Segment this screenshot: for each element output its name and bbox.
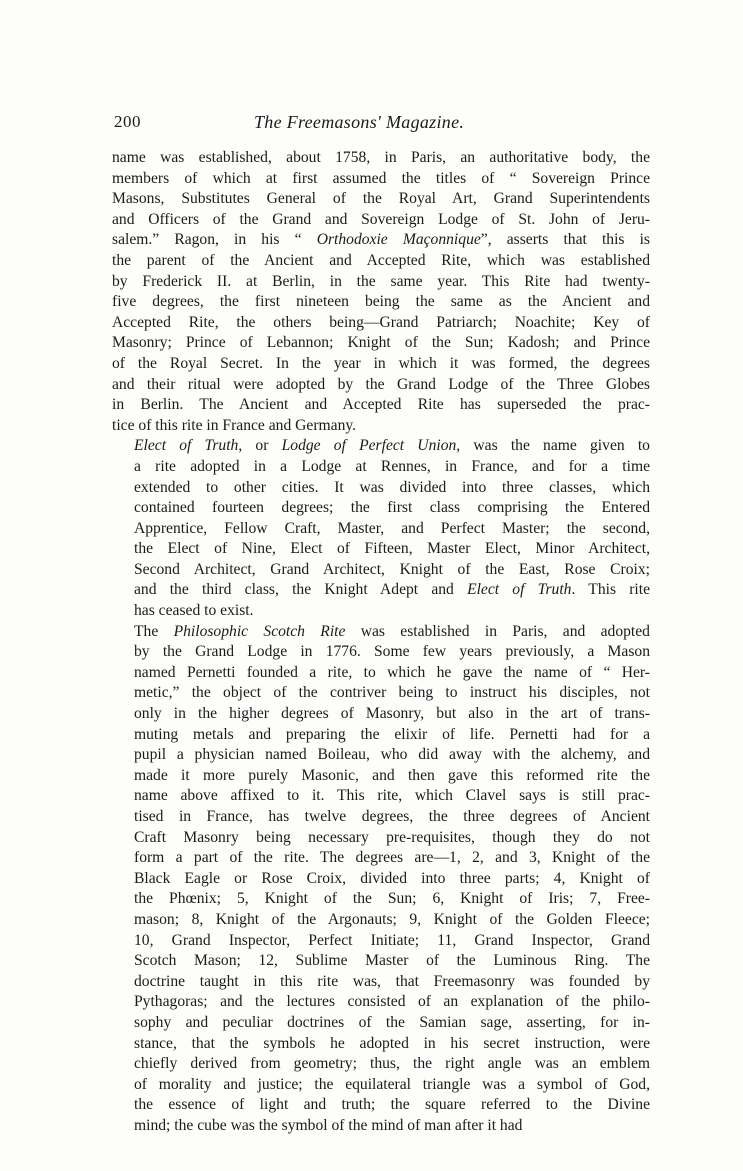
text-line: and their ritual were adopted by the Grand Lodge of the Three Globes: [112, 375, 650, 393]
text-line: tice of this rite in France and Germany.: [112, 416, 357, 434]
text-line: has ceased to exist.: [134, 602, 254, 620]
text-line: made it more purely Masonic, and then gave this reformed rite the: [134, 766, 650, 784]
page-number: 200: [114, 112, 141, 131]
text-line: metic,” the object of the contriver being to instruct his disciples, not: [134, 684, 650, 702]
text-line: Black Eagle or Rose Croix, divided into three parts; 4, Knight of: [134, 869, 650, 887]
text-line: Apprentice, Fellow Craft, Master, and Perfect Master; the second,: [134, 519, 650, 537]
text-line: doctrine taught in this rite was, that Freemasonry was founded by: [134, 972, 650, 990]
text-line: pupil a physician named Boileau, who did away with the alchemy, and: [134, 746, 650, 764]
text-line: mind; the cube was the symbol of the mind of man after it had: [134, 1116, 523, 1134]
journal-title: The Freemasons' Magazine.: [254, 112, 465, 132]
paragraph-ancient-rite: [112, 148, 650, 436]
text-line: name was established, about 1758, in Paris, an authoritative body, the: [112, 149, 650, 166]
text-line: extended to other cities. It was divided into three classes, which: [134, 478, 650, 496]
text-line: Masons, Substitutes General of the Royal Art, Grand Superintendents: [112, 190, 650, 208]
text-line: of morality and justice; the equilateral triangle was a symbol of God,: [134, 1075, 650, 1093]
text-line: Second Architect, Grand Architect, Knight of the East, Rose Croix;: [134, 560, 650, 578]
text-line: five degrees, the first nineteen being the same as the Ancient and: [112, 293, 650, 311]
text-line: of the Royal Secret. In the year in which it was formed, the degrees: [112, 354, 650, 372]
text-line: only in the higher degrees of Masonry, but also in the art of trans-: [134, 705, 650, 723]
text-line: sophy and peculiar doctrines of the Samian sage, asserting, for in-: [134, 1013, 650, 1031]
text-line: the Phœnix; 5, Knight of the Sun; 6, Knight of Iris; 7, Free-: [134, 890, 650, 908]
text-line: by Frederick II. at Berlin, in the same year. This Rite had twenty-: [112, 272, 650, 290]
text-line: a rite adopted in a Lodge at Rennes, in France, and for a time: [134, 457, 650, 475]
text-line: name above affixed to it. This rite, which Clavel says is still prac-: [134, 787, 650, 805]
text-line: The Philosophic Scotch Rite was established in Paris, and adopted: [134, 622, 650, 640]
text-line: in Berlin. The Ancient and Accepted Rite has superseded the prac-: [112, 396, 650, 414]
text-line: Accepted Rite, the others being—Grand Patriarch; Noachite; Key of: [112, 313, 650, 331]
paragraph-elect-of-truth: [112, 436, 650, 621]
text-line: tised in France, has twelve degrees, the three degrees of Ancient: [134, 808, 650, 825]
paragraph-philosophic-scotch-rite: [112, 622, 650, 1137]
text-line: the parent of the Ancient and Accepted Rite, which was established: [112, 251, 650, 269]
text-line: Pythagoras; and the lectures consisted of an explanation of the philo-: [134, 993, 650, 1011]
text-line: members of which at first assumed the titles of “ Sovereign Prince: [112, 169, 650, 187]
text-line: muting metals and preparing the elixir of life. Pernetti had for a: [134, 725, 650, 743]
running-head: [114, 112, 644, 136]
text-line: salem.” Ragon, in his “ Orthodoxie Maçonnique”, asserts that this is: [112, 231, 651, 249]
text-line: by the Grand Lodge in 1776. Some few years previously, a Mason: [134, 643, 650, 661]
text-line: the Elect of Nine, Elect of Fifteen, Master Elect, Minor Architect,: [134, 540, 650, 558]
text-line: Craft Masonry being necessary pre-requisites, though they do not: [134, 828, 650, 846]
text-line: stance, that the symbols he adopted in his secret instruction, were: [134, 1034, 650, 1052]
text-line: Masonry; Prince of Lebannon; Knight of the Sun; Kadosh; and Prince: [112, 334, 650, 352]
text-line: chiefly derived from geometry; thus, the right angle was an emblem: [134, 1055, 650, 1073]
text-line: contained fourteen degrees; the first class comprising the Entered: [134, 499, 650, 517]
text-line: and Officers of the Grand and Sovereign Lodge of St. John of Jeru-: [112, 210, 650, 228]
text-line: Elect of Truth, or Lodge of Perfect Union, was the name given to: [134, 437, 650, 455]
text-line: form a part of the rite. The degrees are—1, 2, and 3, Knight of the: [134, 849, 650, 867]
text-line: and the third class, the Knight Adept and Elect of Truth. This rite: [134, 581, 651, 599]
text-line: named Pernetti founded a rite, to which he gave the name of “ Her-: [134, 663, 650, 681]
text-line: mason; 8, Knight of the Argonauts; 9, Knight of the Golden Fleece;: [134, 910, 650, 928]
text-line: the essence of light and truth; the square referred to the Divine: [134, 1096, 650, 1114]
body-text: [112, 148, 650, 1137]
text-line: 10, Grand Inspector, Perfect Initiate; 11, Grand Inspector, Grand: [134, 931, 650, 949]
text-line: Scotch Mason; 12, Sublime Master of the Luminous Ring. The: [134, 952, 650, 970]
